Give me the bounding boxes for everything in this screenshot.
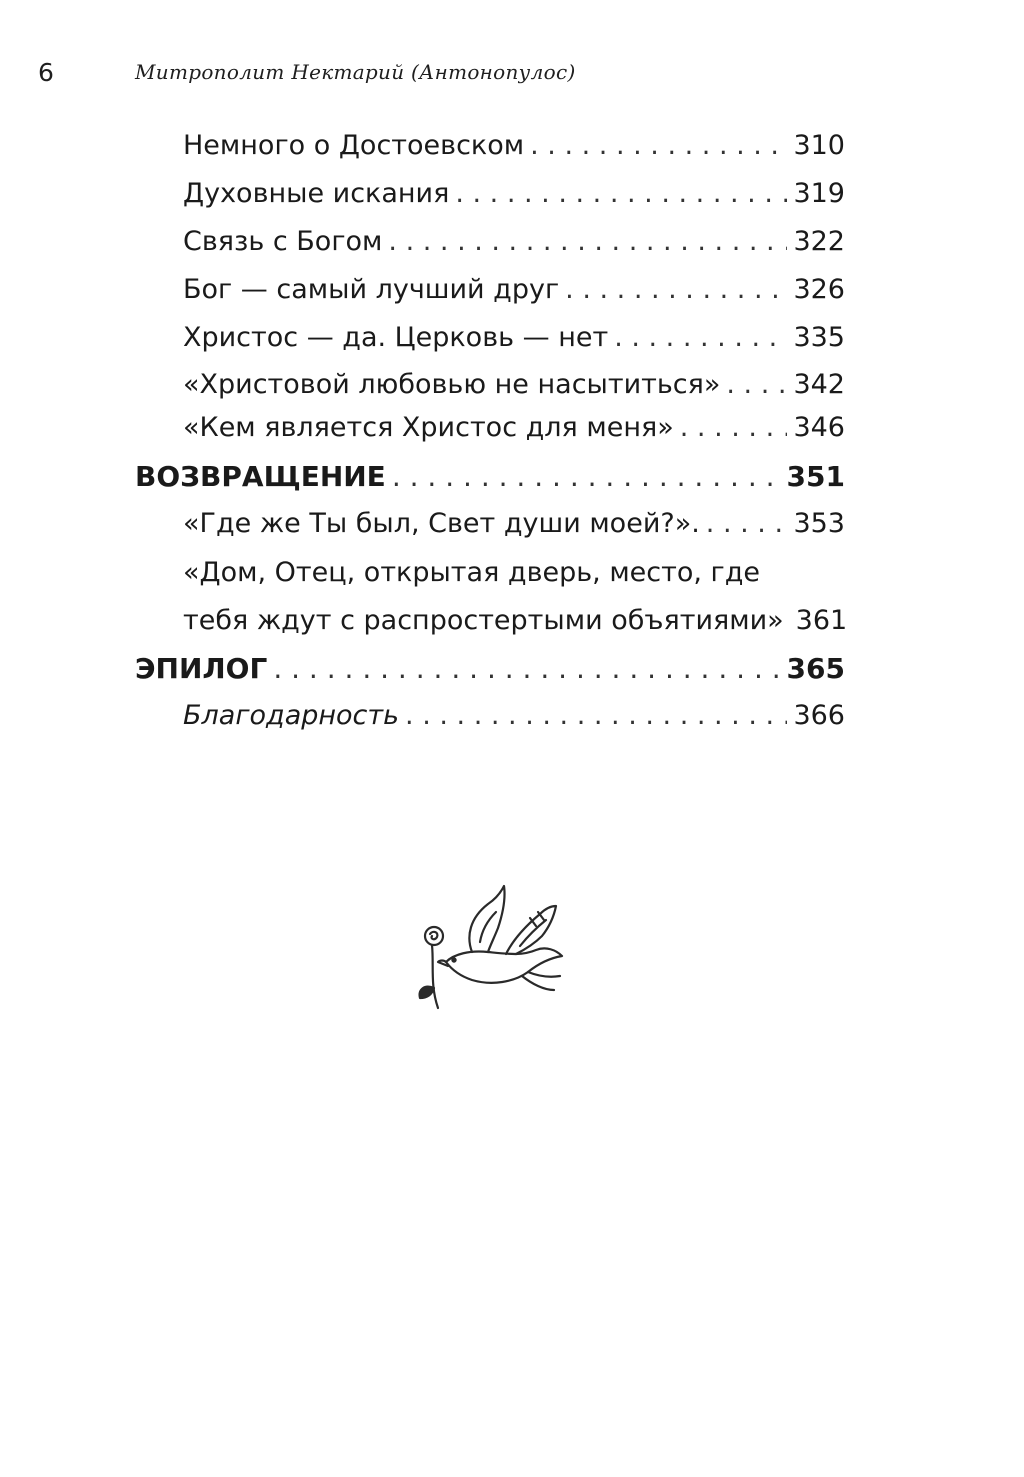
toc-entry-title: Благодарность — [183, 700, 400, 731]
toc-entry-page: 319 — [793, 178, 845, 209]
dove-with-rose-icon — [410, 880, 570, 1020]
toc-entry-title: Бог — самый лучший друг — [183, 274, 560, 305]
toc-section[interactable] — [135, 652, 845, 686]
dot-leader — [388, 226, 787, 258]
toc-entry-title: «Где же Ты был, Свет души моей?». — [183, 508, 700, 539]
toc-entry-page: 310 — [793, 130, 845, 161]
toc-entry[interactable] — [183, 130, 845, 162]
dot-leader — [614, 322, 787, 354]
toc-entry[interactable] — [183, 412, 845, 444]
running-title: Митрополит Нектарий (Антонопулос) — [135, 60, 576, 84]
toc-section-title: ВОЗВРАЩЕНИЕ — [135, 460, 386, 493]
toc-section[interactable] — [135, 460, 845, 494]
dot-leader — [680, 412, 788, 444]
toc-section-title: ЭПИЛОГ — [135, 652, 268, 685]
dot-leader — [530, 130, 787, 162]
dot-leader — [273, 652, 780, 686]
toc-entry[interactable] — [183, 605, 848, 637]
toc-entry-page: 322 — [793, 226, 845, 257]
toc-entry[interactable] — [183, 226, 845, 258]
toc-entry[interactable] — [183, 369, 845, 401]
dot-leader — [405, 700, 787, 732]
toc-entry-title: Немного о Достоевском — [183, 130, 525, 161]
toc-entry-title-line1[interactable]: «Дом, Отец, открытая дверь, место, где — [183, 557, 761, 588]
toc-entry-page: 361 — [795, 605, 848, 636]
toc-entry[interactable] — [183, 700, 845, 732]
toc-entry[interactable] — [183, 274, 845, 306]
toc-entry-page: 335 — [793, 322, 845, 353]
dot-leader — [565, 274, 787, 306]
toc-entry-page: 326 — [793, 274, 845, 305]
toc-entry-page: 366 — [793, 700, 845, 731]
dot-leader — [392, 460, 781, 494]
toc-entry-title: Связь с Богом — [183, 226, 383, 257]
dot-leader — [455, 178, 787, 210]
toc-entry-page: 353 — [793, 508, 845, 539]
toc-entry-title: «Кем является Христос для меня» — [183, 412, 674, 443]
dot-leader — [726, 369, 787, 401]
dot-leader — [706, 508, 788, 540]
toc-entry[interactable] — [183, 322, 845, 354]
toc-entry-title: Духовные искания — [183, 178, 450, 209]
toc-entry-title: Христос — да. Церковь — нет — [183, 322, 609, 353]
toc-entry[interactable] — [183, 508, 845, 540]
toc-section-page: 351 — [786, 460, 845, 493]
toc-entry-page: 346 — [793, 412, 845, 443]
toc-entry-title: «Христовой любовью не насытиться» — [183, 369, 721, 400]
toc-entry[interactable] — [183, 178, 845, 210]
toc-section-page: 365 — [786, 652, 845, 685]
page-number: 6 — [38, 58, 54, 87]
page-header — [0, 52, 1024, 96]
toc-entry-title-line2: тебя ждут с распростертыми объятиями» — [183, 605, 784, 636]
toc-entry-page: 342 — [793, 369, 845, 400]
